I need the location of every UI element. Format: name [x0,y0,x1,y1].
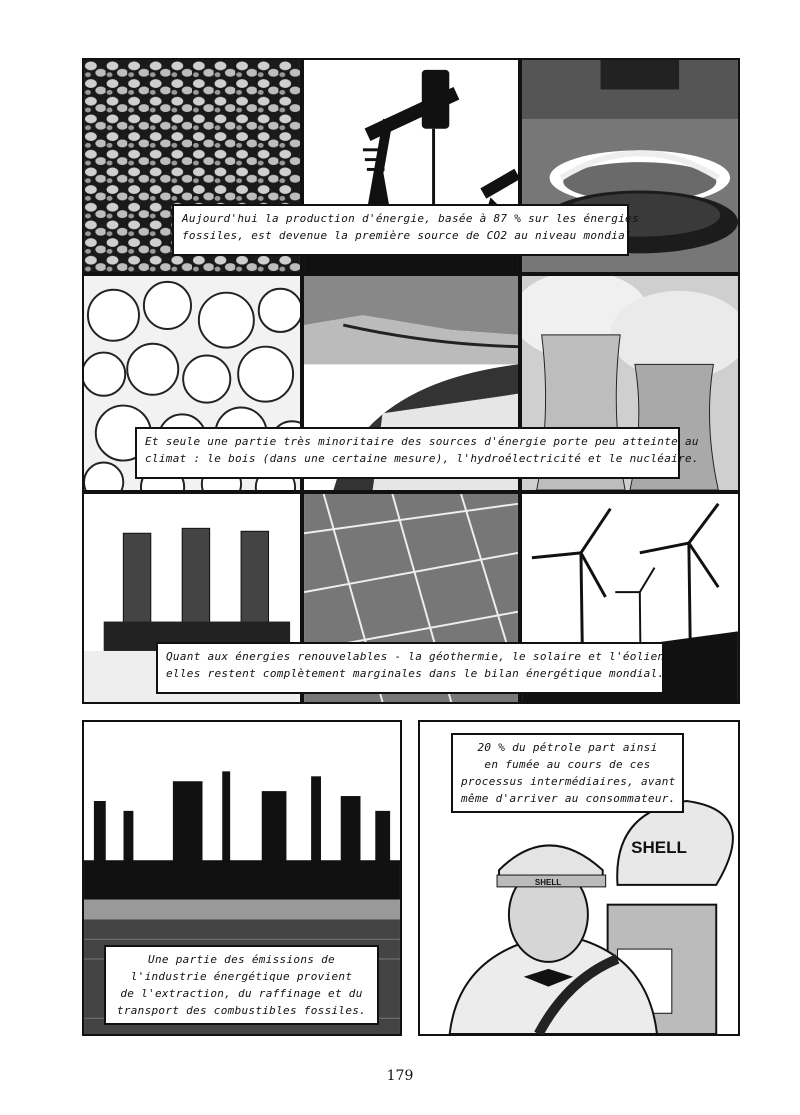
caption-petrol [451,733,684,813]
caption-renewables-line2: elles restent complètement marginales dans le bilan énergétique mondial. [166,667,665,680]
page-number: 179 [386,1068,414,1084]
caption-minority [135,427,699,479]
caption-emissions-line2: l'industrie énergétique provient [130,970,353,983]
caption-emissions [104,945,379,1025]
caption-intro-line2: fossiles, est devenue la première source de CO2 au niveau mondial. [182,229,639,242]
caption-petrol-line2: en fumée au cours de ces [484,758,651,771]
caption-emissions-line1: Une partie des émissions de [148,953,335,966]
caption-emissions-line4: transport des combustibles fossiles. [116,1004,367,1017]
caption-intro-line1: Aujourd'hui la production d'énergie, basée à 87 % sur les énergies [182,212,639,225]
caption-petrol-line4: même d'arriver au consommateur. [461,792,676,805]
shell-sign-text: SHELL [631,838,687,857]
caption-petrol-line3: processus intermédiaires, avant [461,775,676,788]
caption-minority-line1: Et seule une partie très minoritaire des sources d'énergie porte peu atteinte au [145,435,699,448]
caption-renewables [156,642,679,694]
caption-emissions-line3: de l'extraction, du raffinage et du [120,987,363,1000]
caption-petrol-line1: 20 % du pétrole part ainsi [477,741,658,754]
caption-intro [172,204,639,256]
caption-minority-line2: climat : le bois (dans une certaine mesure), l'hydroélectricité et le nucléaire. [145,452,699,465]
cap-badge-text: SHELL [534,878,562,887]
caption-renewables-line1: Quant aux énergies renouvelables - la géothermie, le solaire et l'éolien - [166,650,679,663]
